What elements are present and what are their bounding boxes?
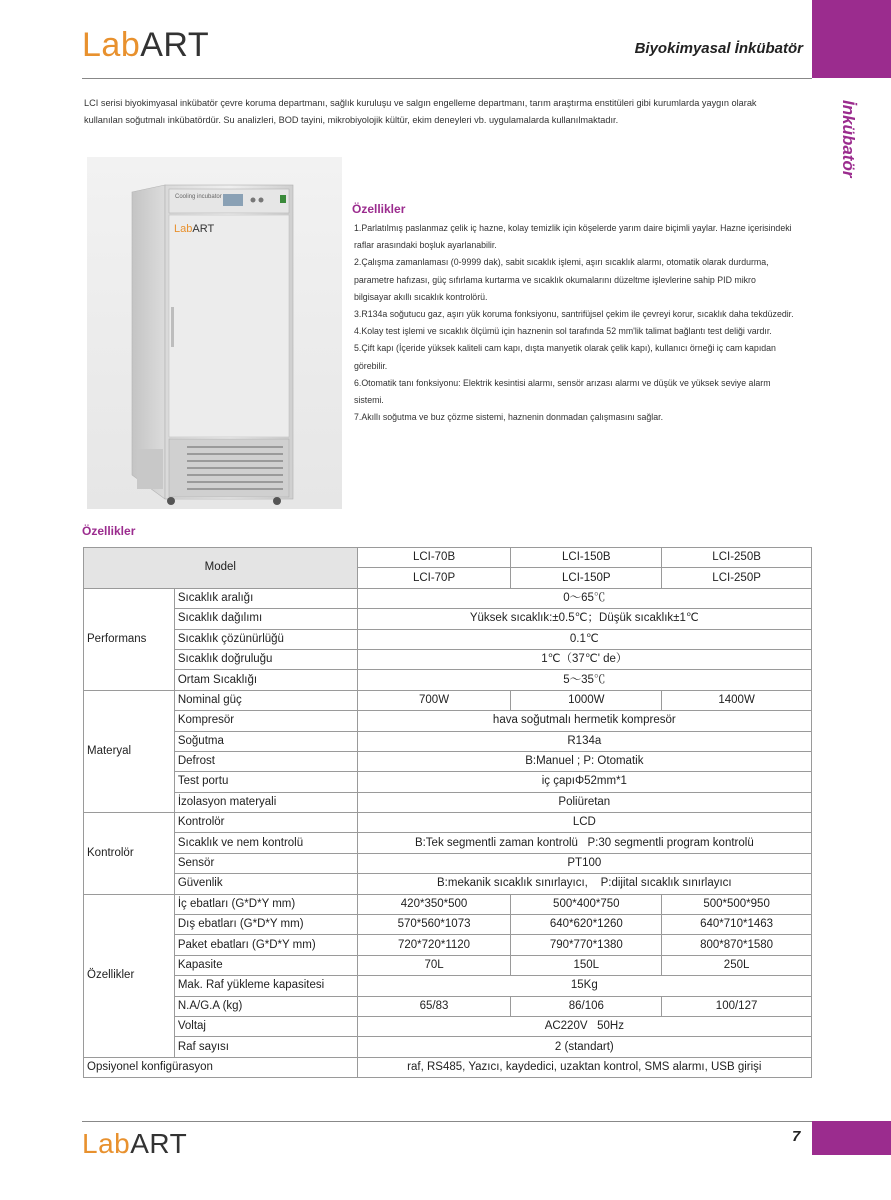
row-label: Defrost: [174, 751, 357, 771]
table-row: [84, 772, 812, 792]
row-label: Sıcaklık dağılımı: [174, 609, 357, 629]
row-value: 720*720*1120: [357, 935, 511, 955]
group-ozellikler: Özellikler: [84, 894, 175, 1057]
row-value: 1400W: [662, 690, 812, 710]
row-label: Kompresör: [174, 711, 357, 731]
table-row: [84, 1057, 812, 1077]
section-tab: [812, 0, 891, 78]
row-label: Sıcaklık aralığı: [174, 588, 357, 608]
row-label: Sıcaklık ve nem kontrolü: [174, 833, 357, 853]
row-label: Kontrolör: [174, 813, 357, 833]
group-performans: Performans: [84, 588, 175, 690]
row-value: 250L: [662, 955, 812, 975]
row-value: 700W: [357, 690, 511, 710]
footer-lab: Lab: [82, 1128, 131, 1159]
features-list: [354, 220, 794, 426]
table-row: [84, 915, 812, 935]
incubator-illustration: [87, 157, 342, 509]
table-row: [84, 853, 812, 873]
model-cell: LCI-250B: [662, 548, 812, 568]
row-label: Mak. Raf yükleme kapasitesi: [174, 976, 357, 996]
table-row: [84, 588, 812, 608]
row-label: Güvenlik: [174, 874, 357, 894]
row-value: 70L: [357, 955, 511, 975]
table-row: [84, 670, 812, 690]
row-value: B:mekanik sıcaklık sınırlayıcı, P:dijital sıcaklık sınırlayıcı: [357, 874, 811, 894]
row-value: 500*500*950: [662, 894, 812, 914]
row-value: 150L: [511, 955, 662, 975]
model-header: Model: [84, 548, 358, 589]
row-label: Dış ebatları (G*D*Y mm): [174, 915, 357, 935]
row-label: N.A/G.A (kg): [174, 996, 357, 1016]
brand-lab: Lab: [82, 26, 141, 64]
row-value: 800*870*1580: [662, 935, 812, 955]
table-row: [84, 833, 812, 853]
row-value: B:Tek segmentli zaman kontrolü P:30 segmentli program kontrolü: [357, 833, 811, 853]
row-value: 65/83: [357, 996, 511, 1016]
row-label: Test portu: [174, 772, 357, 792]
row-value: 420*350*500: [357, 894, 511, 914]
page-number: 7: [792, 1128, 801, 1145]
row-label: Sıcaklık çözünürlüğü: [174, 629, 357, 649]
feature-item: 2.Çalışma zamanlaması (0-9999 dak), sabit sıcaklık işlemi, aşırı sıcaklık alarmı, otomatik olarak durdurma, parametre hafızası, güç sıfırlama kurtarma ve sıcaklık okumalarını düzeltme işlevlerine sahip PID mikro bilgisayar akıllı sıcaklık kontrolörü.: [354, 257, 769, 302]
side-section-label: İnkübatör: [839, 100, 858, 178]
row-value: 1000W: [511, 690, 662, 710]
group-kontrolor: Kontrolör: [84, 813, 175, 895]
row-value: 0.1℃: [357, 629, 811, 649]
row-value: 1℃（37℃' de）: [357, 649, 811, 669]
panel-text: Cooling incubator: [175, 194, 222, 200]
footer-logo: [82, 1130, 187, 1158]
row-label: Opsiyonel konfigürasyon: [84, 1057, 358, 1077]
group-materyal: Materyal: [84, 690, 175, 812]
feature-item: 1.Parlatılmış paslanmaz çelik iç hazne, kolay temizlik için köşelerde yarım daire biçimli yaylar. Hazne içerisindeki raflar arasındaki boşluk ayarlanabilir.: [354, 223, 792, 251]
model-cell: LCI-150B: [511, 548, 662, 568]
table-row: [84, 751, 812, 771]
row-value: Poliüretan: [357, 792, 811, 812]
row-value: hava soğutmalı hermetik kompresör: [357, 711, 811, 731]
intro-paragraph: LCI serisi biyokimyasal inkübatör çevre koruma departmanı, sağlık kuruluşu ve salgın engelleme departmanı, tarım araştırma enstitüleri gibi kurumlarda yaygın olarak kullanılan soğutmalı inkübatördür. Su analizleri, BOD tayini, mikrobiyolojik kültür, ekim deneyleri vb. uygulamalarda kullanılmaktadır.: [84, 98, 757, 125]
row-label: Sıcaklık doğruluğu: [174, 649, 357, 669]
table-row: [84, 609, 812, 629]
table-row: [84, 1037, 812, 1057]
row-value: AC220V 50Hz: [357, 1016, 811, 1036]
feature-item: 5.Çift kapı (İçeride yüksek kaliteli cam kapı, dışta manyetik olarak çelik kapı), kullanıcı örneği iç cam kapıdan görebilir.: [354, 343, 776, 371]
table-row: [84, 813, 812, 833]
row-value: 640*620*1260: [511, 915, 662, 935]
row-value: 100/127: [662, 996, 812, 1016]
spec-table-heading: Özellikler: [82, 524, 136, 538]
page-title: Biyokimyasal İnkübatör: [634, 40, 803, 57]
row-value: 15Kg: [357, 976, 811, 996]
product-logo-lab: Lab: [174, 223, 193, 235]
row-label: Paket ebatları (G*D*Y mm): [174, 935, 357, 955]
row-value: R134a: [357, 731, 811, 751]
row-label: Nominal güç: [174, 690, 357, 710]
table-row: [84, 935, 812, 955]
feature-item: 3.R134a soğutucu gaz, aşırı yük koruma fonksiyonu, santrifüjsel çekim ile çevreyi korur, sıcaklık daha tekdüzedir.: [354, 309, 794, 320]
row-value: 790*770*1380: [511, 935, 662, 955]
row-value: Yüksek sıcaklık:±0.5℃；Düşük sıcaklık±1℃: [357, 609, 811, 629]
table-row: [84, 629, 812, 649]
model-cell: LCI-250P: [662, 568, 812, 588]
table-row: [84, 711, 812, 731]
feature-item: 6.Otomatik tanı fonksiyonu: Elektrik kesintisi alarmı, sensör arızası alarmı ve düşük ve yüksek seviye alarm sistemi.: [354, 377, 771, 406]
row-value: 2 (standart): [357, 1037, 811, 1057]
row-value: 5～35℃: [357, 670, 811, 690]
spec-table: [83, 547, 812, 1078]
brand-logo: [82, 28, 209, 62]
row-value: PT100: [357, 853, 811, 873]
table-row: [84, 1016, 812, 1036]
row-label: Ortam Sıcaklığı: [174, 670, 357, 690]
row-label: İzolasyon materyali: [174, 792, 357, 812]
brand-art: ART: [140, 26, 210, 64]
table-row: [84, 976, 812, 996]
table-row: [84, 731, 812, 751]
footer-art: ART: [130, 1128, 188, 1159]
row-value: 640*710*1463: [662, 915, 812, 935]
model-cell: LCI-70P: [357, 568, 511, 588]
row-label: İç ebatları (G*D*Y mm): [174, 894, 357, 914]
row-label: Sensör: [174, 853, 357, 873]
row-label: Voltaj: [174, 1016, 357, 1036]
table-row: [84, 996, 812, 1016]
row-value: B:Manuel ; P: Otomatik: [357, 751, 811, 771]
footer-tab: [812, 1121, 891, 1155]
model-cell: LCI-70B: [357, 548, 511, 568]
table-row: [84, 894, 812, 914]
feature-item: 7.Akıllı soğutma ve buz çözme sistemi, haznenin donmadan çalışmasını sağlar.: [354, 412, 664, 423]
header-divider: [82, 78, 812, 79]
row-value: 570*560*1073: [357, 915, 511, 935]
feature-item: 4.Kolay test işlemi ve sıcaklık ölçümü için haznenin sol tarafında 52 mm'lik talimat bağlantı test deliği vardır.: [354, 326, 772, 337]
product-logo: [174, 223, 214, 235]
row-value: LCD: [357, 813, 811, 833]
table-row: [84, 874, 812, 894]
model-cell: LCI-150P: [511, 568, 662, 588]
table-row: [84, 548, 812, 568]
row-value: 0～65℃: [357, 588, 811, 608]
row-value: 500*400*750: [511, 894, 662, 914]
product-photo: [87, 157, 342, 509]
table-row: [84, 649, 812, 669]
row-label: Kapasite: [174, 955, 357, 975]
row-value: 86/106: [511, 996, 662, 1016]
row-value: iç çapıΦ52mm*1: [357, 772, 811, 792]
row-label: Raf sayısı: [174, 1037, 357, 1057]
features-heading: Özellikler: [352, 202, 406, 216]
table-row: [84, 690, 812, 710]
footer-divider: [82, 1121, 812, 1122]
table-row: [84, 955, 812, 975]
table-row: [84, 792, 812, 812]
row-value: raf, RS485, Yazıcı, kaydedici, uzaktan kontrol, SMS alarmı, USB girişi: [357, 1057, 811, 1077]
row-label: Soğutma: [174, 731, 357, 751]
product-logo-art: ART: [192, 223, 215, 235]
